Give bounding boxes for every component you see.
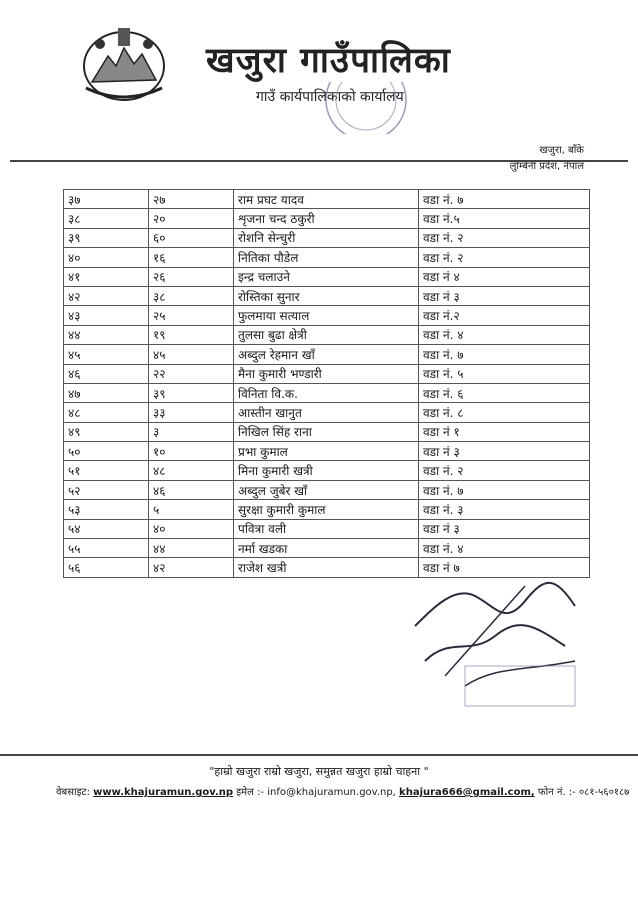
ward-cell: वडा नं ३ bbox=[419, 519, 590, 538]
ward-cell: वडा नं. ७ bbox=[419, 480, 590, 499]
roll-number-cell: १९ bbox=[149, 325, 234, 344]
office-subtitle: गाउँ कार्यपालिकाको कार्यालय bbox=[256, 89, 404, 105]
serial-number-cell: ५५ bbox=[64, 539, 149, 558]
contact-footer bbox=[56, 784, 629, 798]
table-row bbox=[64, 442, 590, 461]
table-row bbox=[64, 248, 590, 267]
roll-number-cell: २० bbox=[149, 209, 234, 228]
signature-seal bbox=[405, 566, 595, 716]
roll-number-cell: २६ bbox=[149, 267, 234, 286]
serial-number-cell: ४१ bbox=[64, 267, 149, 286]
roll-number-cell: ४४ bbox=[149, 539, 234, 558]
serial-number-cell: ४९ bbox=[64, 422, 149, 441]
table-row bbox=[64, 325, 590, 344]
ward-cell: वडा नं. ४ bbox=[419, 539, 590, 558]
serial-number-cell: ४६ bbox=[64, 364, 149, 383]
table-row bbox=[64, 500, 590, 519]
roll-number-cell: ३९ bbox=[149, 383, 234, 402]
name-cell: निखिल सिंह राना bbox=[234, 422, 419, 441]
motto: "हाम्रो खजुरा राम्रो खजुरा, समुन्नत खजुरा हाम्रो चाहना " bbox=[209, 765, 429, 778]
serial-number-cell: ५४ bbox=[64, 519, 149, 538]
serial-number-cell: ४० bbox=[64, 248, 149, 267]
ward-cell: वडा नं. ३ bbox=[419, 500, 590, 519]
name-cell: इन्द्र चलाउने bbox=[234, 267, 419, 286]
name-list-table bbox=[63, 189, 590, 578]
table-row bbox=[64, 519, 590, 538]
table-row bbox=[64, 480, 590, 499]
roll-number-cell: ४२ bbox=[149, 558, 234, 577]
table-row bbox=[64, 539, 590, 558]
name-cell: विनिता वि.क. bbox=[234, 383, 419, 402]
name-cell: मिना कुमारी खत्री bbox=[234, 461, 419, 480]
roll-number-cell: ६० bbox=[149, 228, 234, 247]
table-row bbox=[64, 461, 590, 480]
table-row bbox=[64, 345, 590, 364]
roll-number-cell: २५ bbox=[149, 306, 234, 325]
ward-cell: वडा नं ७ bbox=[419, 558, 590, 577]
roll-number-cell: २७ bbox=[149, 190, 234, 209]
email-link-2[interactable]: khajura666@gmail.com, bbox=[399, 787, 535, 798]
phone-label: फोन नं. :- bbox=[537, 787, 576, 798]
name-cell: तुलसा बुढा क्षेत्री bbox=[234, 325, 419, 344]
serial-number-cell: ५० bbox=[64, 442, 149, 461]
ward-cell: वडा नं. ७ bbox=[419, 345, 590, 364]
serial-number-cell: ५३ bbox=[64, 500, 149, 519]
name-cell: सुरक्षा कुमारी कुमाल bbox=[234, 500, 419, 519]
ward-cell: वडा नं.५ bbox=[419, 209, 590, 228]
serial-number-cell: ३७ bbox=[64, 190, 149, 209]
name-cell: फुलमाया सत्याल bbox=[234, 306, 419, 325]
table-row bbox=[64, 422, 590, 441]
roll-number-cell: ३३ bbox=[149, 403, 234, 422]
serial-number-cell: ३८ bbox=[64, 209, 149, 228]
table-row bbox=[64, 383, 590, 402]
name-cell: आस्तीन खानुत bbox=[234, 403, 419, 422]
name-cell: नर्मा खडका bbox=[234, 539, 419, 558]
serial-number-cell: ४३ bbox=[64, 306, 149, 325]
website-label: वेबसाइट: bbox=[56, 787, 90, 798]
serial-number-cell: ५२ bbox=[64, 480, 149, 499]
serial-number-cell: ४८ bbox=[64, 403, 149, 422]
ward-cell: वडा नं. ६ bbox=[419, 383, 590, 402]
office-stamp-icon bbox=[318, 82, 414, 134]
address-line-2: लुम्बिनी प्रदेश, नेपाल bbox=[509, 161, 584, 172]
ward-cell: वडा नं ३ bbox=[419, 286, 590, 305]
table-row bbox=[64, 190, 590, 209]
roll-number-cell: ५ bbox=[149, 500, 234, 519]
ward-cell: वडा नं. ७ bbox=[419, 190, 590, 209]
roll-number-cell: ३ bbox=[149, 422, 234, 441]
email-label: इमेल :- bbox=[236, 787, 265, 798]
serial-number-cell: ४५ bbox=[64, 345, 149, 364]
table-row bbox=[64, 364, 590, 383]
ward-cell: वडा नं. ८ bbox=[419, 403, 590, 422]
ward-cell: वडा नं ३ bbox=[419, 442, 590, 461]
serial-number-cell: ४४ bbox=[64, 325, 149, 344]
table-row bbox=[64, 228, 590, 247]
roll-number-cell: २२ bbox=[149, 364, 234, 383]
name-cell: मैना कुमारी भण्डारी bbox=[234, 364, 419, 383]
serial-number-cell: ५१ bbox=[64, 461, 149, 480]
ward-cell: वडा नं. ५ bbox=[419, 364, 590, 383]
name-cell: नितिका पौडेल bbox=[234, 248, 419, 267]
name-cell: शृजना चन्द ठकुरी bbox=[234, 209, 419, 228]
roll-number-cell: ४८ bbox=[149, 461, 234, 480]
ward-cell: वडा नं १ bbox=[419, 422, 590, 441]
ward-cell: वडा नं. २ bbox=[419, 228, 590, 247]
ward-cell: वडा नं.२ bbox=[419, 306, 590, 325]
website-link[interactable]: www.khajuramun.gov.np bbox=[93, 787, 234, 798]
roll-number-cell: ४६ bbox=[149, 480, 234, 499]
ward-cell: वडा नं ४ bbox=[419, 267, 590, 286]
table-row bbox=[64, 267, 590, 286]
name-cell: रोस्तिका सुनार bbox=[234, 286, 419, 305]
nepal-emblem-icon bbox=[78, 22, 170, 104]
table-row bbox=[64, 286, 590, 305]
roll-number-cell: १६ bbox=[149, 248, 234, 267]
roll-number-cell: १० bbox=[149, 442, 234, 461]
serial-number-cell: ३९ bbox=[64, 228, 149, 247]
roll-number-cell: ४५ bbox=[149, 345, 234, 364]
roll-number-cell: ४० bbox=[149, 519, 234, 538]
serial-number-cell: ४७ bbox=[64, 383, 149, 402]
email-link-1[interactable]: info@khajuramun.gov.np, bbox=[267, 787, 396, 798]
name-cell: प्रभा कुमाल bbox=[234, 442, 419, 461]
roll-number-cell: ३८ bbox=[149, 286, 234, 305]
ward-cell: वडा नं. २ bbox=[419, 248, 590, 267]
name-cell: पवित्रा वली bbox=[234, 519, 419, 538]
name-cell: अब्दुल रेहमान खाँ bbox=[234, 345, 419, 364]
footer-divider bbox=[0, 754, 638, 756]
name-cell: राजेश खत्री bbox=[234, 558, 419, 577]
table-row bbox=[64, 209, 590, 228]
ward-cell: वडा नं. २ bbox=[419, 461, 590, 480]
table-row bbox=[64, 306, 590, 325]
office-title: खजुरा गाउँपालिका bbox=[206, 41, 451, 81]
name-cell: अब्दुल जुबेर खाँ bbox=[234, 480, 419, 499]
address-line-1: खजुरा, बाँके bbox=[539, 145, 584, 156]
name-cell: रोशनि सेन्चुरी bbox=[234, 228, 419, 247]
name-cell: राम प्रघट यादव bbox=[234, 190, 419, 209]
serial-number-cell: ४२ bbox=[64, 286, 149, 305]
phone-number: ०८१-५६०१८७ bbox=[578, 787, 630, 798]
header-divider bbox=[10, 160, 628, 162]
ward-cell: वडा नं. ४ bbox=[419, 325, 590, 344]
serial-number-cell: ५६ bbox=[64, 558, 149, 577]
table-row bbox=[64, 403, 590, 422]
